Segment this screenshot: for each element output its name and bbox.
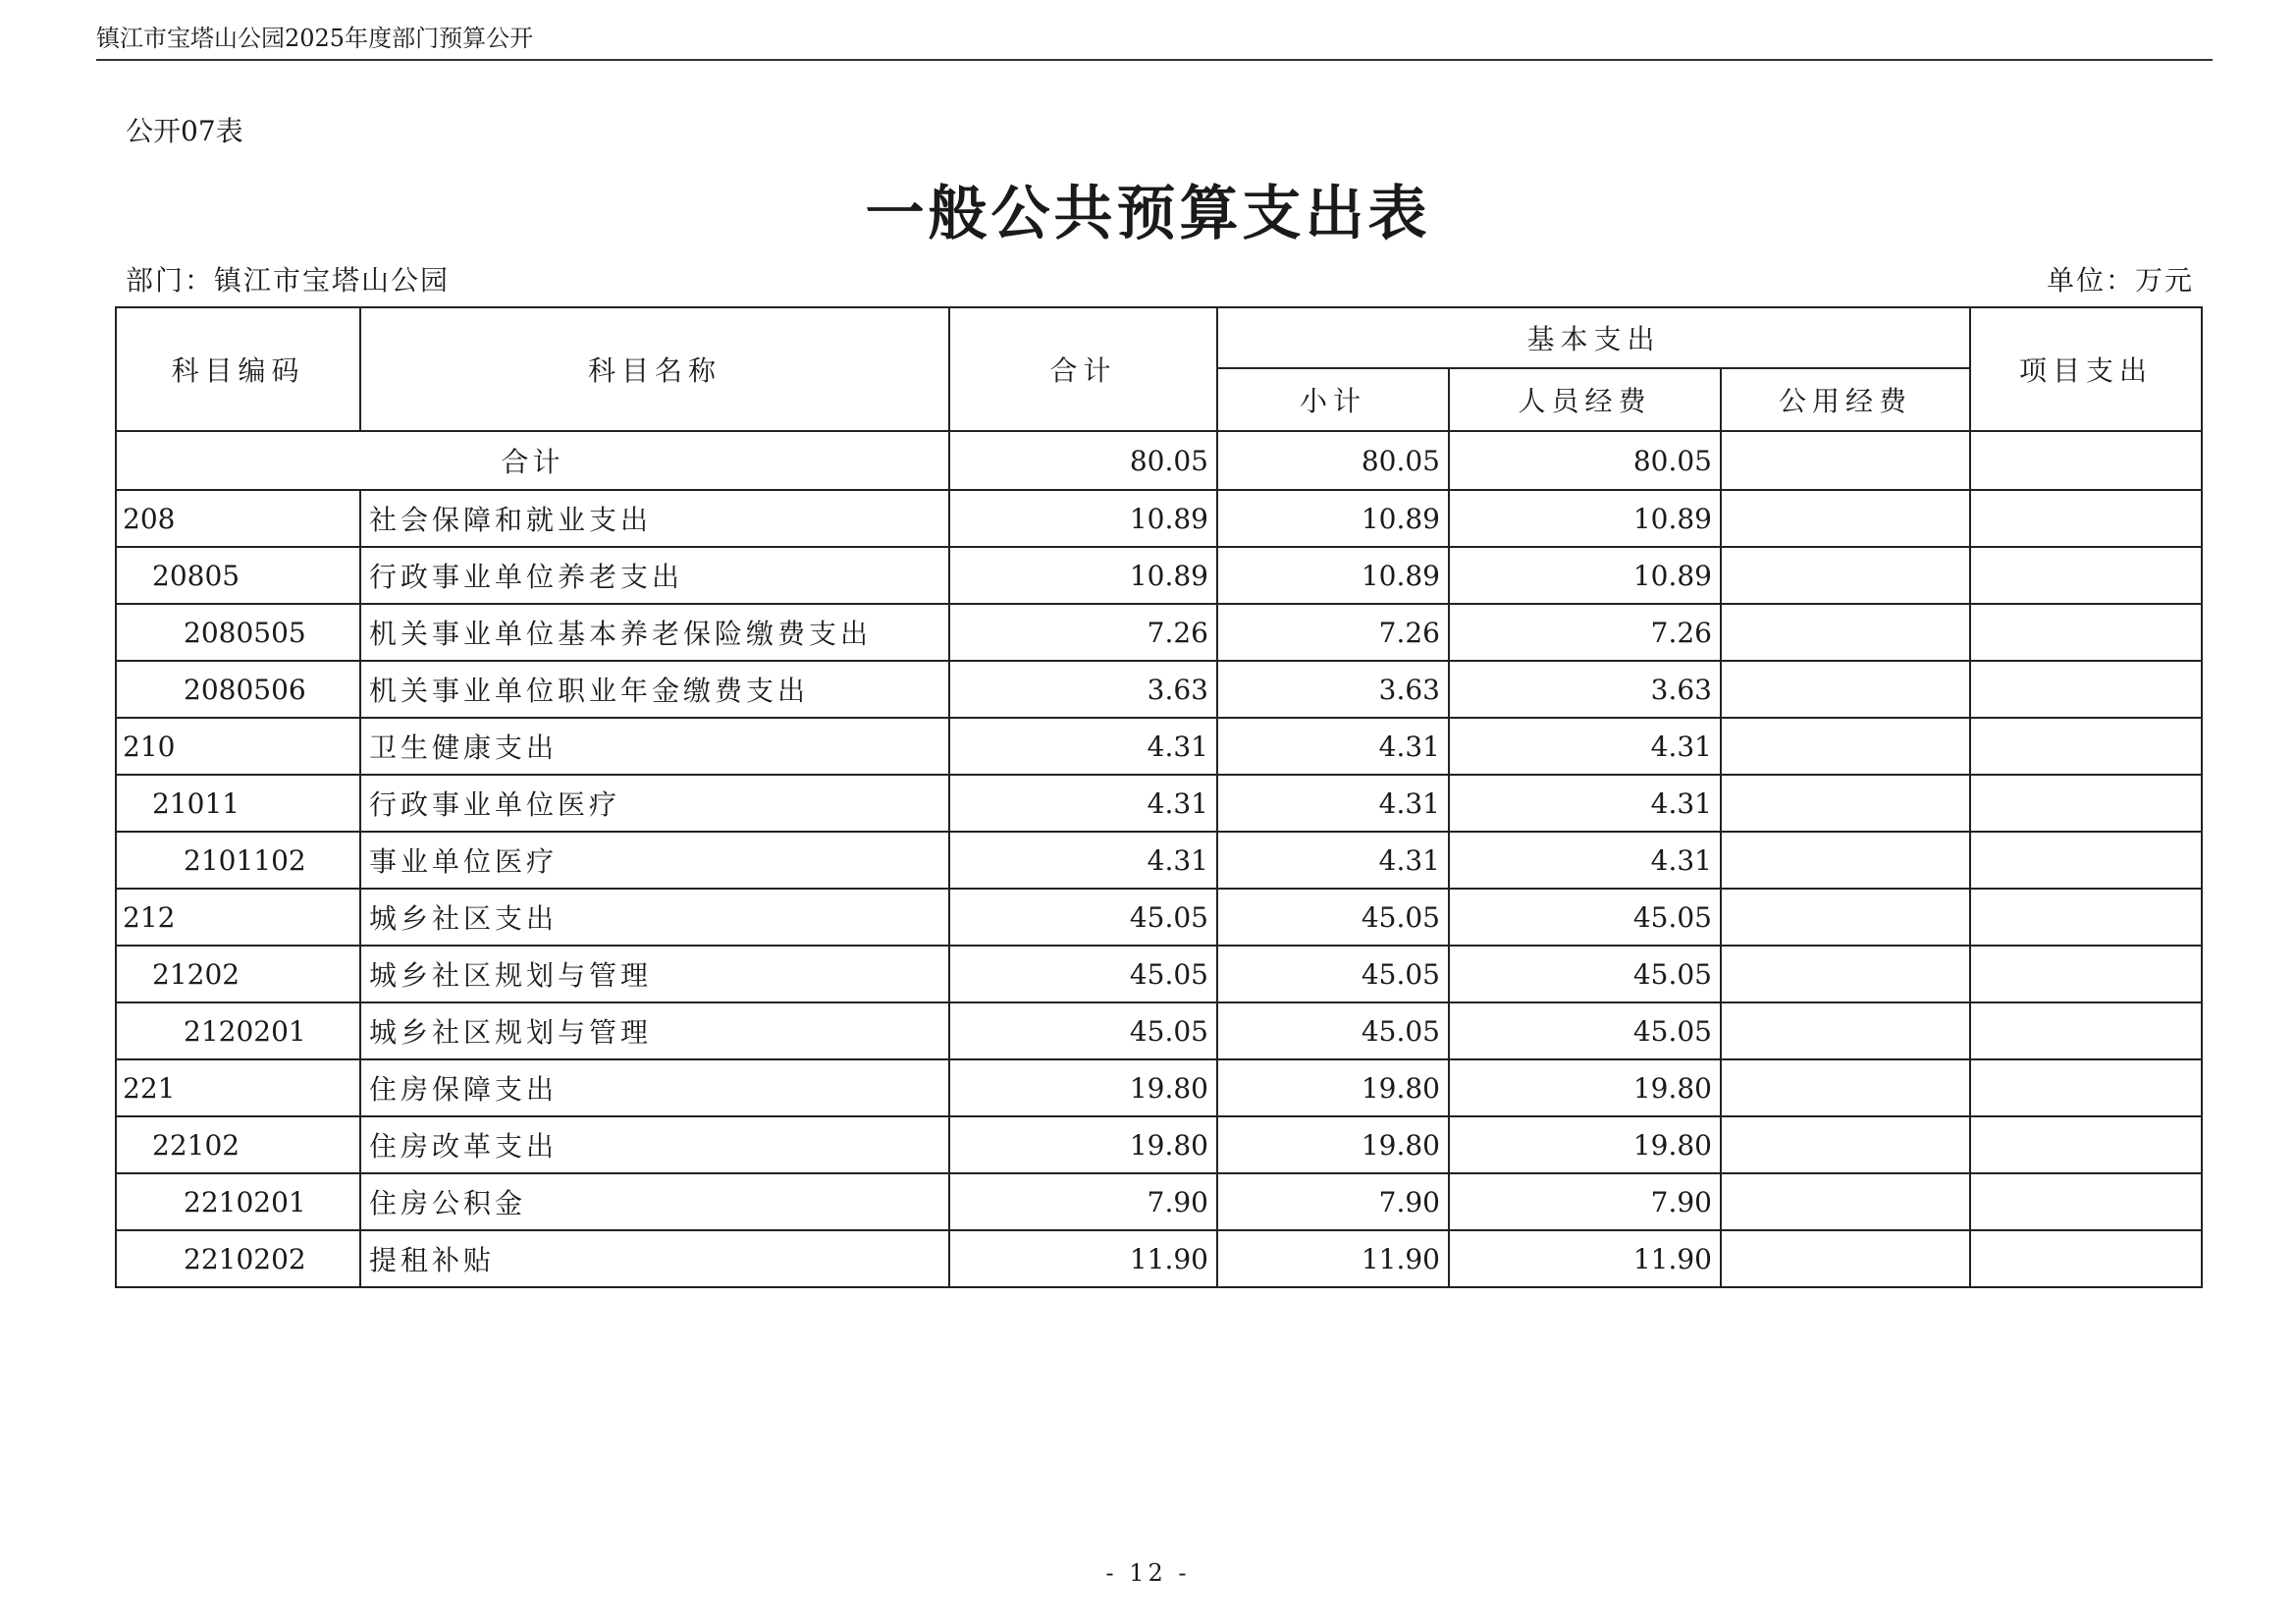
cell-project (1970, 1059, 2202, 1116)
total-label: 合计 (116, 431, 949, 490)
cell-name: 提租补贴 (360, 1230, 949, 1287)
cell-subtotal: 45.05 (1217, 889, 1449, 946)
header-subtotal: 小计 (1217, 368, 1449, 431)
cell-code: 2210202 (116, 1230, 360, 1287)
header-code: 科目编码 (116, 307, 360, 431)
cell-public (1721, 604, 1970, 661)
cell-total: 3.63 (949, 661, 1217, 718)
cell-personnel: 45.05 (1449, 889, 1721, 946)
table-row (116, 490, 2202, 547)
table-row (116, 775, 2202, 832)
cell-subtotal: 45.05 (1217, 1002, 1449, 1059)
cell-public (1721, 1002, 1970, 1059)
cell-total: 45.05 (949, 1002, 1217, 1059)
total-project (1970, 431, 2202, 490)
table-number: 公开07表 (126, 115, 243, 147)
cell-project (1970, 775, 2202, 832)
total-total: 80.05 (949, 431, 1217, 490)
total-subtotal: 80.05 (1217, 431, 1449, 490)
cell-public (1721, 718, 1970, 775)
cell-total: 4.31 (949, 775, 1217, 832)
cell-total: 11.90 (949, 1230, 1217, 1287)
table-row (116, 832, 2202, 889)
table-row (116, 547, 2202, 604)
cell-subtotal: 7.90 (1217, 1173, 1449, 1230)
cell-total: 19.80 (949, 1116, 1217, 1173)
cell-project (1970, 946, 2202, 1002)
cell-public (1721, 1230, 1970, 1287)
cell-personnel: 7.90 (1449, 1173, 1721, 1230)
cell-public (1721, 547, 1970, 604)
cell-name: 城乡社区规划与管理 (360, 946, 949, 1002)
cell-project (1970, 1116, 2202, 1173)
cell-personnel: 10.89 (1449, 490, 1721, 547)
cell-total: 7.26 (949, 604, 1217, 661)
cell-code: 21011 (116, 775, 360, 832)
cell-public (1721, 1059, 1970, 1116)
cell-name: 城乡社区规划与管理 (360, 1002, 949, 1059)
table-row (116, 1059, 2202, 1116)
table-row (116, 946, 2202, 1002)
cell-name: 卫生健康支出 (360, 718, 949, 775)
cell-project (1970, 661, 2202, 718)
cell-public (1721, 775, 1970, 832)
cell-code: 2080505 (116, 604, 360, 661)
cell-code: 2101102 (116, 832, 360, 889)
cell-public (1721, 832, 1970, 889)
cell-subtotal: 10.89 (1217, 490, 1449, 547)
cell-project (1970, 1002, 2202, 1059)
cell-subtotal: 11.90 (1217, 1230, 1449, 1287)
header-public: 公用经费 (1721, 368, 1970, 431)
cell-name: 机关事业单位基本养老保险缴费支出 (360, 604, 949, 661)
page-title: 一般公共预算支出表 (865, 180, 1431, 248)
cell-subtotal: 10.89 (1217, 547, 1449, 604)
cell-total: 4.31 (949, 718, 1217, 775)
cell-project (1970, 718, 2202, 775)
cell-code: 212 (116, 889, 360, 946)
header-name: 科目名称 (360, 307, 949, 431)
cell-personnel: 19.80 (1449, 1059, 1721, 1116)
total-personnel: 80.05 (1449, 431, 1721, 490)
cell-code: 20805 (116, 547, 360, 604)
cell-project (1970, 1173, 2202, 1230)
cell-subtotal: 4.31 (1217, 775, 1449, 832)
cell-personnel: 45.05 (1449, 946, 1721, 1002)
cell-total: 10.89 (949, 490, 1217, 547)
table-row (116, 1002, 2202, 1059)
cell-code: 2080506 (116, 661, 360, 718)
cell-subtotal: 19.80 (1217, 1116, 1449, 1173)
cell-total: 19.80 (949, 1059, 1217, 1116)
running-header: 镇江市宝塔山公园2025年度部门预算公开 (96, 22, 2213, 61)
cell-code: 22102 (116, 1116, 360, 1173)
table-row (116, 889, 2202, 946)
cell-public (1721, 946, 1970, 1002)
header-total: 合计 (949, 307, 1217, 431)
cell-name: 住房保障支出 (360, 1059, 949, 1116)
cell-public (1721, 661, 1970, 718)
cell-project (1970, 832, 2202, 889)
cell-personnel: 7.26 (1449, 604, 1721, 661)
cell-subtotal: 4.31 (1217, 718, 1449, 775)
cell-personnel: 11.90 (1449, 1230, 1721, 1287)
cell-code: 21202 (116, 946, 360, 1002)
cell-personnel: 4.31 (1449, 775, 1721, 832)
cell-public (1721, 1116, 1970, 1173)
total-row (116, 431, 2202, 490)
cell-name: 住房公积金 (360, 1173, 949, 1230)
cell-subtotal: 4.31 (1217, 832, 1449, 889)
cell-personnel: 3.63 (1449, 661, 1721, 718)
cell-name: 行政事业单位养老支出 (360, 547, 949, 604)
cell-personnel: 45.05 (1449, 1002, 1721, 1059)
cell-code: 2210201 (116, 1173, 360, 1230)
unit-label: 单位：万元 (2046, 264, 2194, 297)
page-number: - 12 - (1105, 1559, 1191, 1587)
cell-name: 事业单位医疗 (360, 832, 949, 889)
cell-project (1970, 1230, 2202, 1287)
cell-total: 45.05 (949, 946, 1217, 1002)
table-row (116, 1230, 2202, 1287)
cell-personnel: 19.80 (1449, 1116, 1721, 1173)
cell-subtotal: 19.80 (1217, 1059, 1449, 1116)
table-row (116, 1173, 2202, 1230)
cell-project (1970, 889, 2202, 946)
cell-total: 7.90 (949, 1173, 1217, 1230)
cell-name: 行政事业单位医疗 (360, 775, 949, 832)
cell-code: 221 (116, 1059, 360, 1116)
cell-project (1970, 490, 2202, 547)
cell-subtotal: 45.05 (1217, 946, 1449, 1002)
header-personnel: 人员经费 (1449, 368, 1721, 431)
table-row (116, 604, 2202, 661)
department-label: 部门：镇江市宝塔山公园 (126, 264, 451, 297)
cell-code: 2120201 (116, 1002, 360, 1059)
cell-public (1721, 1173, 1970, 1230)
budget-table (115, 306, 2203, 1288)
table-row (116, 661, 2202, 718)
cell-total: 10.89 (949, 547, 1217, 604)
cell-public (1721, 490, 1970, 547)
header-project: 项目支出 (1970, 307, 2202, 431)
table-row (116, 1116, 2202, 1173)
header-basic: 基本支出 (1217, 307, 1970, 368)
cell-total: 45.05 (949, 889, 1217, 946)
total-public (1721, 431, 1970, 490)
cell-project (1970, 604, 2202, 661)
cell-project (1970, 547, 2202, 604)
cell-name: 社会保障和就业支出 (360, 490, 949, 547)
cell-code: 208 (116, 490, 360, 547)
cell-public (1721, 889, 1970, 946)
cell-name: 住房改革支出 (360, 1116, 949, 1173)
cell-personnel: 4.31 (1449, 718, 1721, 775)
table-row (116, 718, 2202, 775)
cell-name: 机关事业单位职业年金缴费支出 (360, 661, 949, 718)
cell-name: 城乡社区支出 (360, 889, 949, 946)
cell-total: 4.31 (949, 832, 1217, 889)
cell-personnel: 10.89 (1449, 547, 1721, 604)
cell-subtotal: 3.63 (1217, 661, 1449, 718)
cell-subtotal: 7.26 (1217, 604, 1449, 661)
cell-personnel: 4.31 (1449, 832, 1721, 889)
cell-code: 210 (116, 718, 360, 775)
